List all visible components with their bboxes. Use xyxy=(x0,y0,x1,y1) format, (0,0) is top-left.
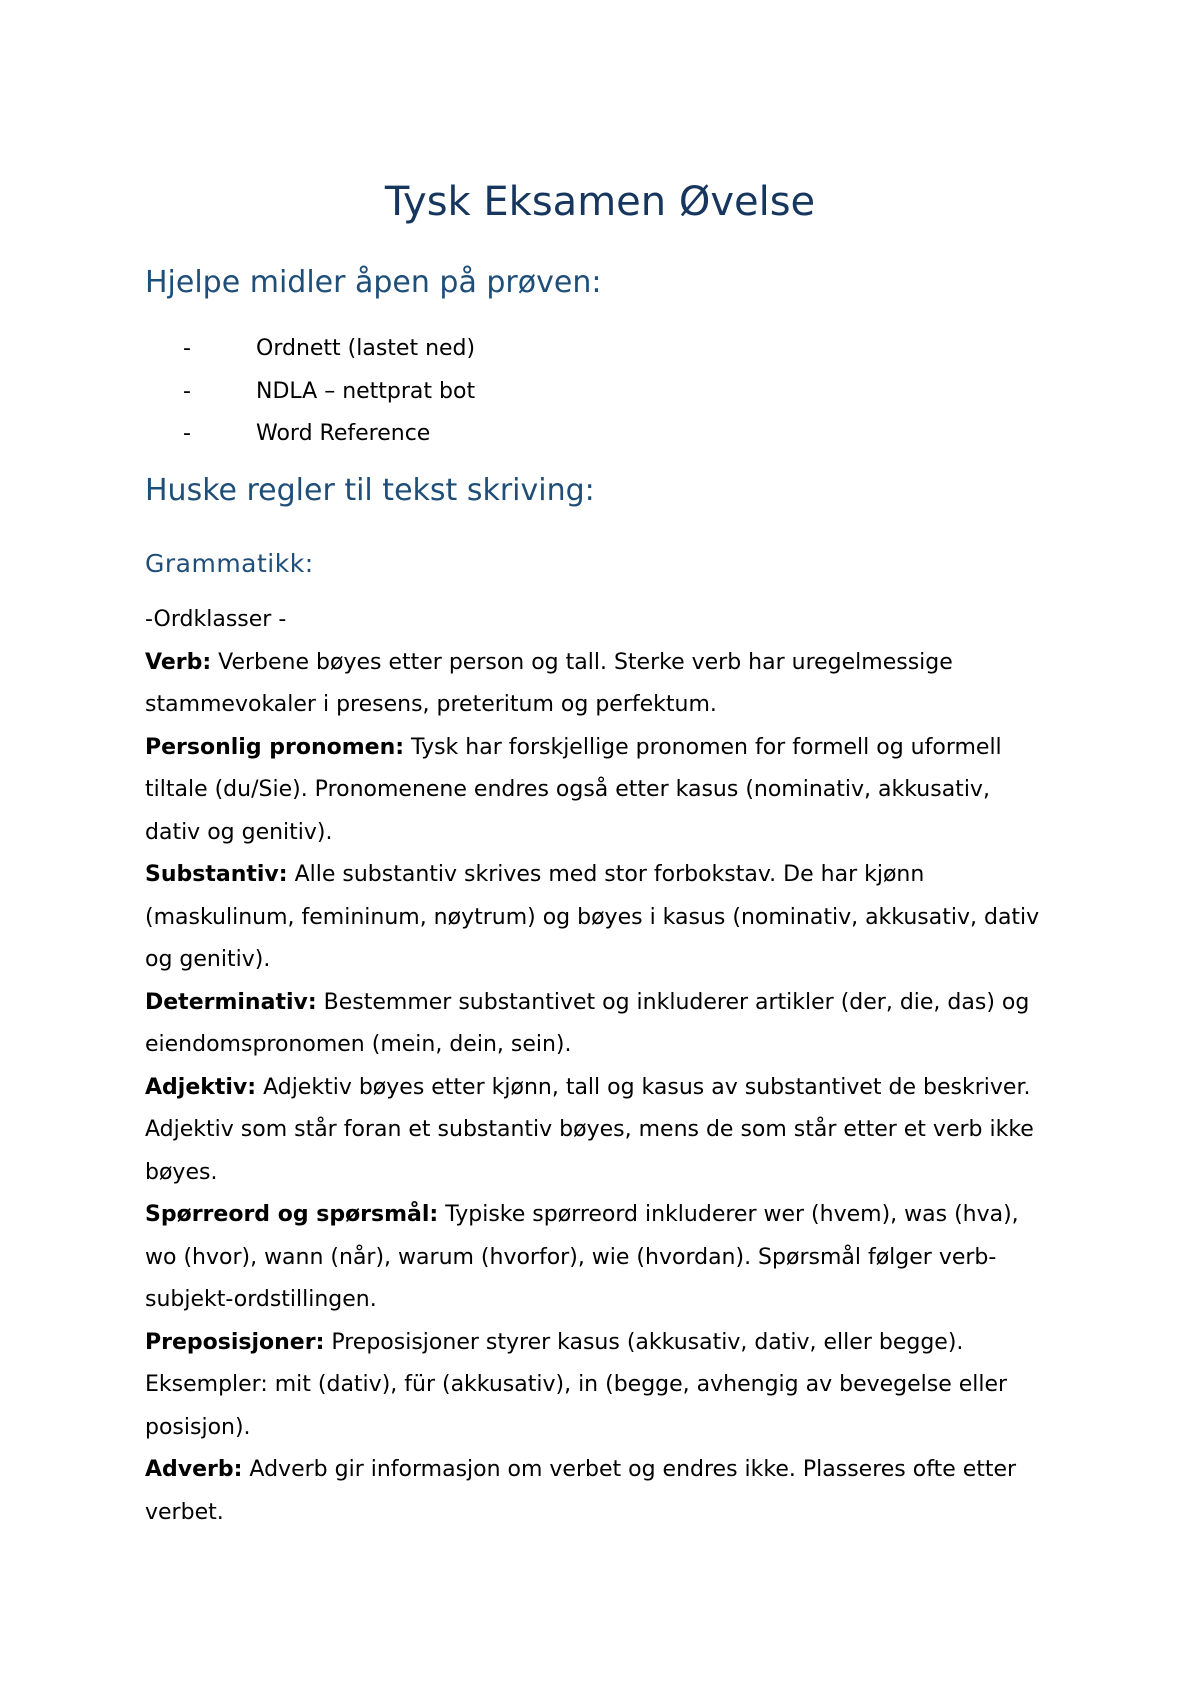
aids-item-text: NDLA – nettprat bot xyxy=(256,378,476,404)
entry-term: Personlig pronomen: xyxy=(145,734,405,760)
entry-text: Preposisjoner styrer kasus (akkusativ, dativ, eller begge). Eksempler: mit (dativ), für (akkusativ), in (begge, avhengig av bevegelse eller posisjon). xyxy=(145,1329,1008,1440)
entry-text: Adverb gir informasjon om verbet og endres ikke. Plasseres ofte etter verbet. xyxy=(145,1457,1017,1525)
entry-term: Spørreord og spørsmål: xyxy=(145,1202,439,1227)
entry-term: Verb: xyxy=(145,649,212,675)
entry-text: Typiske spørreord inkluderer wer (hvem), was (hva), wo (hvor), wann (når), warum (hvorfor), wie (hvordan). Spørsmål følger verb-subjekt-ordstillingen. xyxy=(145,1202,1019,1312)
list-bullet: - xyxy=(183,421,191,446)
list-bullet: - xyxy=(183,336,191,361)
aids-heading: Hjelpe midler åpen på prøven: xyxy=(145,265,602,300)
entry-verb xyxy=(145,642,1045,727)
rules-heading: Huske regler til tekst skriving: xyxy=(145,473,595,508)
aids-list-item xyxy=(145,328,475,371)
grammar-heading: Grammatikk: xyxy=(145,549,314,578)
entry-term: Preposisjoner: xyxy=(145,1329,325,1355)
entry-text: Adjektiv bøyes etter kjønn, tall og kasus av substantivet de beskriver. Adjektiv som står foran et substantiv bøyes, mens de som står etter et verb ikke bøyes. xyxy=(145,1074,1034,1185)
aids-item-text: Ordnett (lastet ned) xyxy=(256,336,476,361)
entry-text: Tysk har forskjellige pronomen for formell og uformell tiltale (du/Sie). Pronomenene endres også etter kasus (nominativ, akkusativ, dativ og genitiv). xyxy=(145,734,1002,845)
entry-question-words xyxy=(145,1194,1045,1322)
aids-item-text: Word Reference xyxy=(256,421,431,446)
document-title: Tysk Eksamen Øvelse xyxy=(384,179,816,225)
entry-adjective xyxy=(145,1067,1045,1195)
entry-prepositions xyxy=(145,1322,1045,1450)
aids-list-item xyxy=(145,413,475,456)
entry-term: Adjektiv: xyxy=(145,1074,257,1100)
entry-adverb xyxy=(145,1449,1045,1534)
entry-determiner xyxy=(145,982,1045,1067)
entry-term: Adverb: xyxy=(145,1457,243,1482)
entry-term: Substantiv: xyxy=(145,862,288,887)
word-classes-label: -Ordklasser - xyxy=(145,607,287,632)
entry-text: Bestemmer substantivet og inkluderer artikler (der, die, das) og eiendomspronomen (mein, dein, sein). xyxy=(145,989,1030,1057)
entry-text: Alle substantiv skrives med stor forbokstav. De har kjønn (maskulinum, femininum, nøytrum) og bøyes i kasus (nominativ, akkusativ, dativ og genitiv). xyxy=(145,862,1040,972)
entry-noun xyxy=(145,854,1045,982)
entry-personal-pronoun xyxy=(145,727,1045,855)
aids-list-item xyxy=(145,371,475,414)
list-bullet: - xyxy=(183,378,191,404)
entry-text: Verbene bøyes etter person og tall. Sterke verb har uregelmessige stammevokaler i presens, preteritum og perfektum. xyxy=(145,649,953,717)
grammar-body xyxy=(145,599,1045,1534)
entry-term: Determinativ: xyxy=(145,989,317,1015)
aids-list xyxy=(145,328,475,456)
